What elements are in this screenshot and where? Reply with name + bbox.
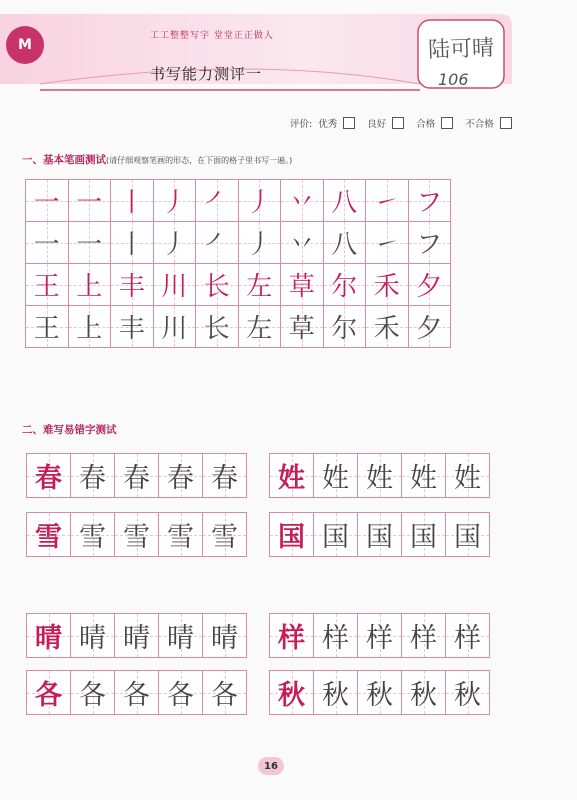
eval-option-label: 合格	[416, 119, 436, 130]
handwritten-character: 春	[79, 463, 106, 494]
handwritten-character: 雪	[211, 522, 238, 553]
handwritten-character: 国	[410, 522, 437, 553]
handwritten-copy-cell[interactable]	[114, 613, 159, 658]
eval-checkbox-good[interactable]	[392, 117, 404, 129]
handwritten-copy-cell[interactable]	[313, 453, 358, 498]
section-2-title: 二、难写易错字测试	[22, 424, 117, 436]
handwritten-character: 雪	[123, 522, 150, 553]
model-cell	[25, 263, 69, 306]
cell-character: ㇒	[203, 230, 230, 260]
stroke-row	[26, 306, 451, 348]
cell-character: 一	[33, 230, 60, 260]
cell-character: 川	[161, 314, 188, 344]
model-character-cell	[26, 670, 71, 715]
handwritten-cell[interactable]	[365, 305, 409, 348]
handwritten-character: 国	[322, 522, 349, 553]
handwritten-copy-cell[interactable]	[70, 613, 115, 658]
handwritten-character: 秋	[366, 680, 393, 711]
cell-character: 禾	[373, 314, 400, 344]
cell-character: 丿	[246, 188, 273, 218]
handwritten-copy-cell[interactable]	[202, 670, 247, 715]
handwritten-cell[interactable]	[323, 221, 367, 264]
handwritten-character: 秋	[410, 680, 437, 711]
model-cell	[365, 179, 409, 222]
handwritten-copy-cell[interactable]	[445, 613, 490, 658]
handwritten-character: 国	[454, 522, 481, 553]
cell-character: 丿	[246, 230, 273, 260]
cell-character: 八	[331, 188, 358, 218]
cell-character: 丨	[118, 188, 145, 218]
character-practice-row	[270, 670, 490, 715]
handwritten-copy-cell[interactable]	[357, 670, 402, 715]
handwritten-character: 春	[123, 463, 150, 494]
cell-character: ㇀	[373, 230, 400, 260]
handwritten-cell[interactable]	[68, 221, 112, 264]
model-character: 姓	[278, 463, 305, 494]
handwritten-copy-cell[interactable]	[202, 453, 247, 498]
handwritten-cell[interactable]	[408, 305, 452, 348]
model-cell	[323, 179, 367, 222]
handwritten-cell[interactable]	[68, 305, 112, 348]
handwritten-character: 姓	[410, 463, 437, 494]
model-character-cell	[26, 512, 71, 557]
cell-character: 草	[288, 314, 315, 344]
handwritten-copy-cell[interactable]	[202, 613, 247, 658]
handwritten-cell[interactable]	[153, 305, 197, 348]
handwritten-copy-cell[interactable]	[114, 670, 159, 715]
handwritten-cell[interactable]	[280, 305, 324, 348]
model-character: 晴	[35, 623, 62, 654]
model-cell	[25, 179, 69, 222]
handwritten-character: 晴	[167, 623, 194, 654]
model-cell	[408, 263, 452, 306]
handwritten-character: 秋	[454, 680, 481, 711]
handwritten-character: 样	[366, 623, 393, 654]
section-1-title: 一、基本笔画测试	[22, 154, 106, 166]
model-character-cell	[269, 613, 314, 658]
evaluation-label: 评价:	[290, 119, 313, 130]
handwritten-copy-cell[interactable]	[445, 453, 490, 498]
cell-character: 夕	[416, 314, 443, 344]
handwritten-copy-cell[interactable]	[313, 512, 358, 557]
handwritten-character: 样	[322, 623, 349, 654]
eval-option-label: 不合格	[465, 119, 494, 130]
stroke-row	[26, 222, 451, 264]
handwritten-character: 雪	[167, 522, 194, 553]
eval-option-label: 良好	[367, 119, 387, 130]
cell-character: 丷	[288, 188, 315, 218]
cell-character: 一	[76, 230, 103, 260]
model-character: 各	[35, 680, 62, 711]
character-practice-row	[27, 453, 247, 498]
cell-character: 一	[76, 188, 103, 218]
handwritten-copy-cell[interactable]	[357, 613, 402, 658]
model-character-cell	[26, 613, 71, 658]
cell-character: 尔	[331, 314, 358, 344]
eval-option-label: 优秀	[318, 119, 338, 130]
handwritten-cell[interactable]	[323, 305, 367, 348]
handwritten-character: 晴	[79, 623, 106, 654]
cell-character: 丿	[161, 230, 188, 260]
handwritten-character: 姓	[366, 463, 393, 494]
handwritten-copy-cell[interactable]	[401, 512, 446, 557]
model-character: 春	[35, 463, 62, 494]
handwritten-copy-cell[interactable]	[202, 512, 247, 557]
model-cell	[153, 263, 197, 306]
handwritten-copy-cell[interactable]	[158, 670, 203, 715]
cell-character: 丷	[288, 230, 315, 260]
handwritten-character: 样	[454, 623, 481, 654]
handwritten-cell[interactable]	[110, 305, 154, 348]
cell-character: 王	[33, 314, 60, 344]
handwritten-copy-cell[interactable]	[445, 670, 490, 715]
handwritten-copy-cell[interactable]	[70, 453, 115, 498]
stroke-row	[26, 264, 451, 306]
model-cell	[280, 263, 324, 306]
cell-character: ㇀	[373, 188, 400, 218]
cell-character: 左	[246, 314, 273, 344]
model-character: 样	[278, 623, 305, 654]
model-character: 国	[278, 522, 305, 553]
cell-character: 草	[288, 272, 315, 302]
handwritten-copy-cell[interactable]	[70, 512, 115, 557]
handwritten-character: 雪	[79, 522, 106, 553]
handwritten-cell[interactable]	[25, 221, 69, 264]
character-practice-row	[27, 512, 247, 557]
model-cell	[280, 179, 324, 222]
handwritten-copy-cell[interactable]	[313, 613, 358, 658]
handwritten-copy-cell[interactable]	[158, 613, 203, 658]
handwritten-character: 各	[123, 680, 150, 711]
model-cell	[153, 179, 197, 222]
handwritten-copy-cell[interactable]	[114, 512, 159, 557]
handwritten-copy-cell[interactable]	[445, 512, 490, 557]
section-1-heading	[22, 152, 292, 167]
cell-character: 丨	[118, 230, 145, 260]
model-character-cell	[269, 670, 314, 715]
model-character: 雪	[35, 522, 62, 553]
handwritten-character: 姓	[454, 463, 481, 494]
handwritten-cell[interactable]	[195, 221, 239, 264]
model-cell	[110, 179, 154, 222]
model-character-cell	[269, 453, 314, 498]
page-number: 16	[258, 757, 284, 775]
handwritten-character: 姓	[322, 463, 349, 494]
model-character: 秋	[278, 680, 305, 711]
page-title: 书写能力测评一	[150, 65, 263, 83]
handwritten-cell[interactable]	[280, 221, 324, 264]
publisher-logo: M	[6, 26, 44, 64]
handwritten-character: 春	[167, 463, 194, 494]
cell-character: 丿	[161, 188, 188, 218]
handwritten-cell[interactable]	[238, 221, 282, 264]
student-name-handwritten: 陆可晴	[427, 35, 495, 64]
cell-character: 长	[203, 272, 230, 302]
eval-checkbox-excellent[interactable]	[343, 117, 355, 129]
handwritten-character: 国	[366, 522, 393, 553]
cell-character: 左	[246, 272, 273, 302]
handwritten-copy-cell[interactable]	[401, 453, 446, 498]
handwritten-character: 各	[211, 680, 238, 711]
handwritten-cell[interactable]	[365, 221, 409, 264]
character-practice-row	[270, 613, 490, 658]
eval-checkbox-pass[interactable]	[441, 117, 453, 129]
handwritten-cell[interactable]	[408, 221, 452, 264]
cell-character: 禾	[373, 272, 400, 302]
handwritten-cell[interactable]	[195, 305, 239, 348]
model-cell	[110, 263, 154, 306]
cell-character: 八	[331, 230, 358, 260]
cell-character: 上	[76, 272, 103, 302]
score-handwritten: 106	[438, 70, 469, 89]
model-cell	[238, 179, 282, 222]
cell-character: 一	[33, 188, 60, 218]
cell-character: 丰	[118, 272, 145, 302]
character-practice-row	[27, 670, 247, 715]
handwritten-character: 晴	[211, 623, 238, 654]
cell-character: フ	[416, 230, 443, 260]
handwritten-copy-cell[interactable]	[401, 670, 446, 715]
model-cell	[195, 179, 239, 222]
cell-character: ㇒	[203, 188, 230, 218]
model-cell	[68, 179, 112, 222]
handwritten-cell[interactable]	[238, 305, 282, 348]
evaluation-row	[290, 116, 520, 130]
handwritten-copy-cell[interactable]	[313, 670, 358, 715]
handwritten-cell[interactable]	[153, 221, 197, 264]
cell-character: 尔	[331, 272, 358, 302]
handwritten-copy-cell[interactable]	[357, 453, 402, 498]
section-1-note: (请仔细观察笔画的形态，在下面的格子里书写一遍。)	[106, 156, 293, 165]
cell-character: 上	[76, 314, 103, 344]
model-cell	[408, 179, 452, 222]
section-2-heading	[22, 422, 117, 437]
handwritten-character: 各	[167, 680, 194, 711]
handwritten-character: 春	[211, 463, 238, 494]
handwritten-copy-cell[interactable]	[158, 453, 203, 498]
handwritten-copy-cell[interactable]	[401, 613, 446, 658]
model-cell	[68, 263, 112, 306]
handwritten-character: 样	[410, 623, 437, 654]
model-character-cell	[269, 512, 314, 557]
handwritten-character: 晴	[123, 623, 150, 654]
character-practice-row	[270, 453, 490, 498]
character-practice-row	[270, 512, 490, 557]
handwritten-copy-cell[interactable]	[114, 453, 159, 498]
handwritten-copy-cell[interactable]	[357, 512, 402, 557]
model-cell	[238, 263, 282, 306]
handwritten-copy-cell[interactable]	[158, 512, 203, 557]
model-cell	[195, 263, 239, 306]
cell-character: 夕	[416, 272, 443, 302]
handwritten-character: 各	[79, 680, 106, 711]
header-slogan: 工工整整写字 堂堂正正做人	[150, 31, 274, 41]
stroke-row	[26, 180, 451, 222]
cell-character: 长	[203, 314, 230, 344]
character-practice-row	[27, 613, 247, 658]
handwritten-cell[interactable]	[110, 221, 154, 264]
model-cell	[365, 263, 409, 306]
handwritten-copy-cell[interactable]	[70, 670, 115, 715]
model-cell	[323, 263, 367, 306]
cell-character: 丰	[118, 314, 145, 344]
handwritten-cell[interactable]	[25, 305, 69, 348]
model-character-cell	[26, 453, 71, 498]
cell-character: 川	[161, 272, 188, 302]
handwritten-character: 秋	[322, 680, 349, 711]
cell-character: 王	[33, 272, 60, 302]
eval-checkbox-fail[interactable]	[500, 117, 512, 129]
cell-character: フ	[416, 188, 443, 218]
